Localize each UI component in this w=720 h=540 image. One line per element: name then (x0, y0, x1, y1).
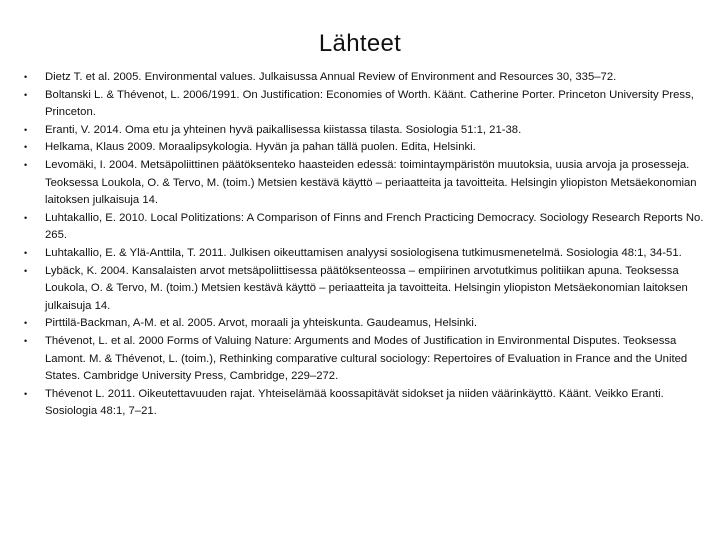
bullet-icon: • (24, 388, 28, 399)
reference-text: Eranti, V. 2014. Oma etu ja yhteinen hyvä paikallisessa kiistassa tilasta. Sosiologia 51:1, 21-38. (45, 123, 522, 136)
bullet-icon: • (24, 72, 28, 82)
reference-text: Thévenot L. 2011. Oikeutettavuuden rajat. Yhteiselämää koossapitävät sidokset ja niiden väärinkäyttö. Käänt. Veikko Eranti. Sosiologia 48:1, 7–21. (45, 387, 664, 418)
reference-text: Luhtakallio, E. 2010. Local Politizations: A Comparison of Finns and French Practicing Democracy. Sociology Research Reports No. 265. (45, 211, 704, 242)
reference-text: Thévenot, L. et al. 2000 Forms of Valuing Nature: Arguments and Modes of Justification in Environmental Disputes. Teoksessa Lamont. M. & Thévenot, L. (toim.), Rethinking comparative cultural sociology: Repertoires of Evaluation in France and the United States. Cambridge University Press, Cambridge, 229–272. (45, 334, 688, 383)
slide-title: Lähteet (318, 30, 402, 57)
reference-list (24, 69, 714, 421)
bullet-icon: • (24, 335, 28, 346)
bullet-icon: • (24, 247, 28, 258)
bullet-icon: • (24, 318, 28, 329)
reference-item (24, 122, 714, 140)
reference-text: Levomäki, I. 2004. Metsäpoliittinen päätöksenteko haasteiden edessä: toimintaympäristön muutoksia, uusia arvoja ja prosesseja. Teoksessa Loukola, O. & Tervo, M. (toim.) Metsien kestävä käyttö – periaatteita ja tavoitteita. Helsingin yliopiston Metsäekonomian laitoksen julkaisuja 14. (45, 158, 697, 207)
bullet-icon: • (24, 265, 28, 276)
bullet-icon: • (24, 159, 28, 170)
reference-item (24, 139, 714, 157)
reference-item (24, 245, 714, 263)
bullet-icon: • (24, 212, 28, 223)
reference-item (24, 333, 714, 386)
bullet-icon: • (24, 142, 28, 153)
reference-text: Luhtakallio, E. & Ylä-Anttila, T. 2011. Julkisen oikeuttamisen analyysi sosiologisena tutkimusmenetelmä. Sosiologia 48:1, 34-51. (45, 246, 682, 259)
reference-text: Boltanski L. & Thévenot, L. 2006/1991. On Justification: Economies of Worth. Käänt. Catherine Porter. Princeton University Press, Princeton. (45, 88, 694, 119)
reference-item (24, 69, 714, 87)
reference-text: Lybäck, K. 2004. Kansalaisten arvot metsäpoliittisessa päätöksenteossa – empiirinen arvotutkimus politiikan apuna. Teoksessa Loukola, O. & Tervo, M. (toim.) Metsien kestävä käyttö – periaatteita ja tavoitteita. Helsingin yliopiston Metsäekonomian laitoksen julkaisuja 14. (45, 264, 688, 312)
reference-text: Helkama, Klaus 2009. Moraalipsykologia. Hyvän ja pahan tällä puolen. Edita, Helsinki. (45, 141, 476, 154)
reference-text: Dietz T. et al. 2005. Environmental values. Julkaisussa Annual Review of Environment and Resources 30, 335–72. (45, 71, 617, 83)
bullet-icon: • (24, 124, 28, 135)
reference-item (24, 210, 714, 245)
bullet-icon: • (24, 89, 28, 100)
reference-item (24, 263, 714, 316)
reference-item (24, 386, 714, 421)
reference-item (24, 315, 714, 333)
reference-item (24, 157, 714, 210)
reference-item (24, 87, 714, 122)
reference-text: Pirttilä-Backman, A-M. et al. 2005. Arvot, moraali ja yhteiskunta. Gaudeamus, Helsinki. (45, 317, 477, 330)
